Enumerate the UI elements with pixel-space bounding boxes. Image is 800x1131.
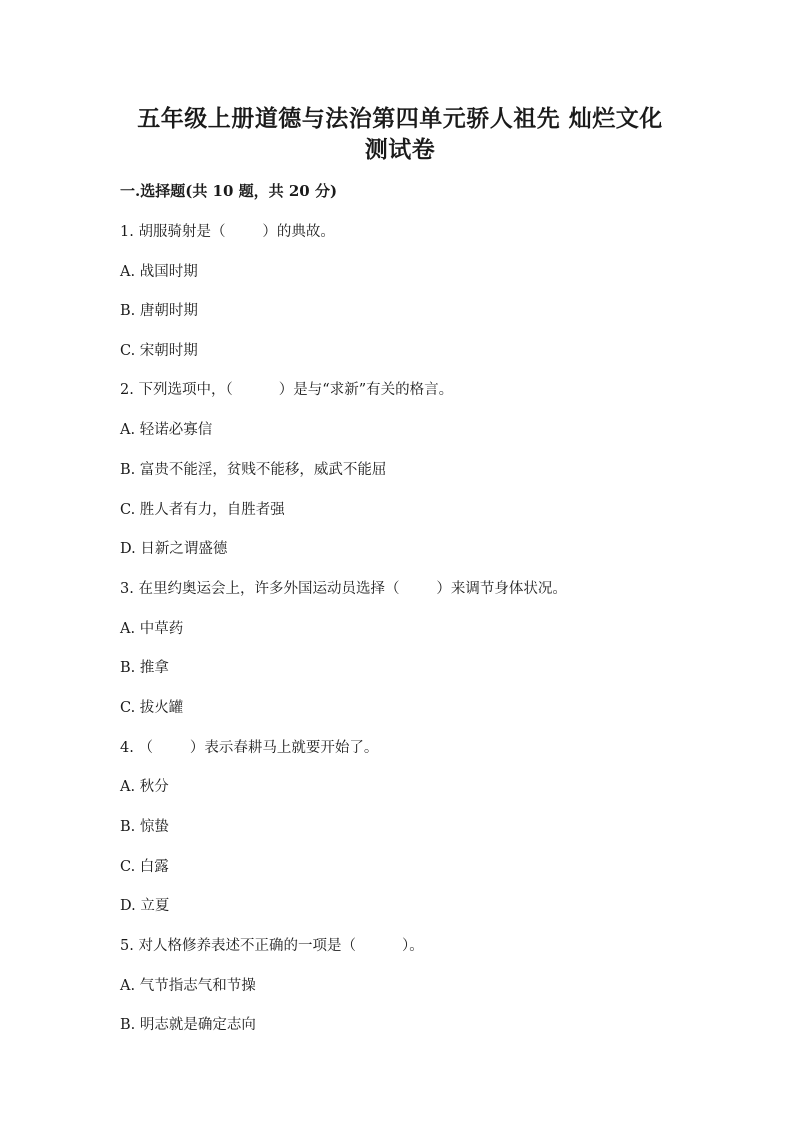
question-2-option-a: A. 轻诺必寡信 — [120, 422, 213, 438]
question-3-option-a: A. 中草药 — [120, 621, 184, 637]
question-4-option-c: C. 白露 — [120, 859, 169, 875]
question-5-option-b: B. 明志就是确定志向 — [120, 1017, 256, 1033]
question-2-option-c: C. 胜人者有力，自胜者强 — [120, 502, 285, 518]
question-2-option-b: B. 富贵不能淫，贫贱不能移，威武不能屈 — [120, 462, 387, 478]
section-heading: 一.选择题(共 10 题，共 20 分) — [120, 182, 338, 200]
question-4-option-d: D. 立夏 — [120, 898, 170, 914]
question-3-option-b: B. 推拿 — [120, 660, 169, 676]
page-title-line-2: 测试卷 — [364, 136, 436, 163]
question-4-option-a: A. 秋分 — [120, 779, 169, 795]
question-5-option-a: A. 气节指志气和节操 — [120, 978, 256, 994]
question-4-stem: 4. （ ）表示春耕马上就要开始了。 — [120, 740, 379, 756]
question-3-stem: 3. 在里约奥运会上，许多外国运动员选择（ ）来调节身体状况。 — [120, 581, 567, 597]
page-title-line-1: 五年级上册道德与法治第四单元骄人祖先 灿烂文化 — [137, 105, 663, 132]
question-4-option-b: B. 惊蛰 — [120, 819, 169, 835]
question-3-option-c: C. 拔火罐 — [120, 700, 184, 716]
question-2-stem: 2. 下列选项中，（ ）是与“求新”有关的格言。 — [120, 382, 454, 398]
question-5-stem: 5. 对人格修养表述不正确的一项是（ ）。 — [120, 938, 424, 954]
question-1-option-a: A. 战国时期 — [120, 264, 198, 280]
question-2-option-d: D. 日新之谓盛德 — [120, 541, 228, 557]
question-1-option-b: B. 唐朝时期 — [120, 303, 198, 319]
question-1-option-c: C. 宋朝时期 — [120, 343, 198, 359]
question-1-stem: 1. 胡服骑射是（ ）的典故。 — [120, 224, 335, 240]
